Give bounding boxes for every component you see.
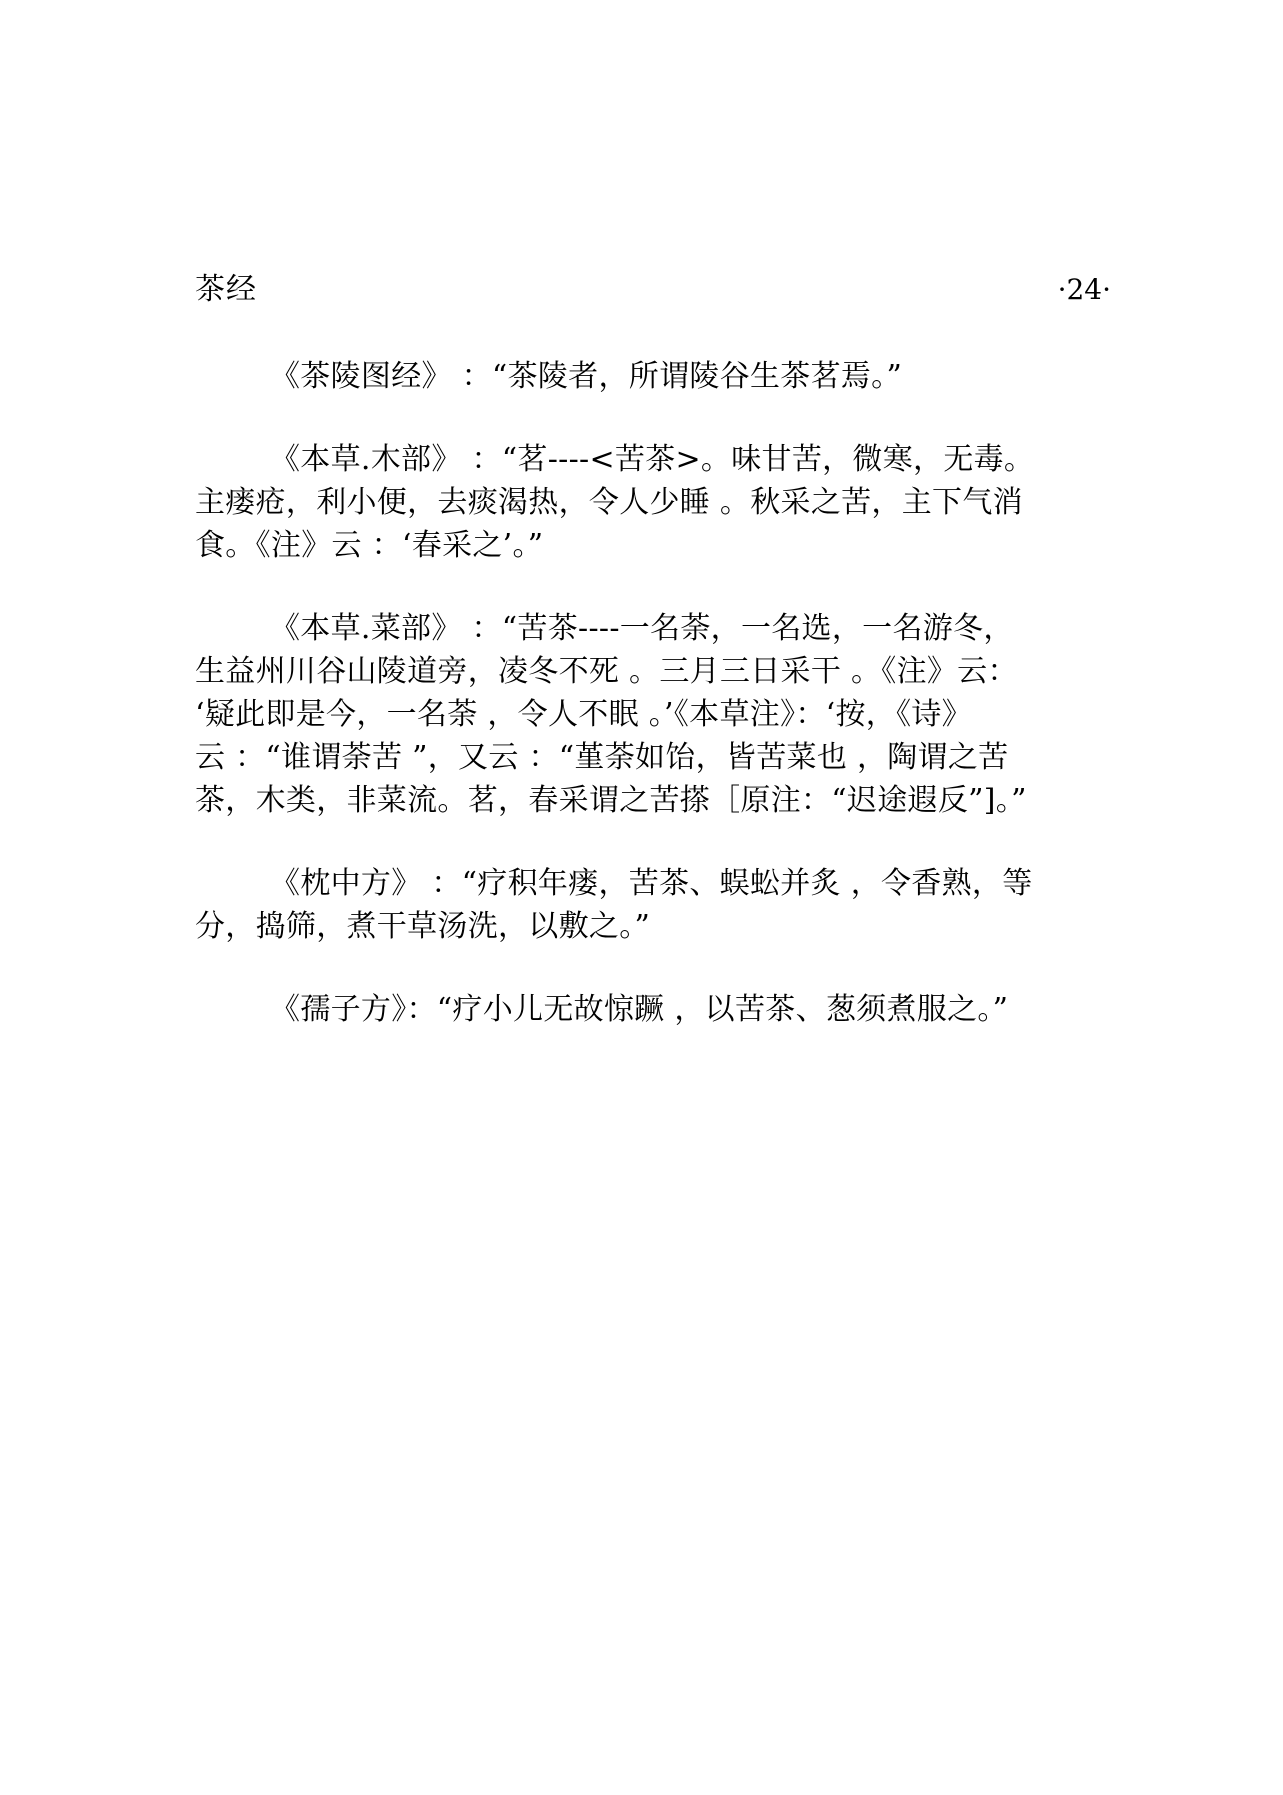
- text-line: 《本草.木部》 ：“茗----<苦茶>。味甘苦，微寒，无毒。: [270, 442, 1035, 477]
- text-line: 食。《注》云 ：‘春采之’。”: [195, 528, 544, 563]
- paragraph-bencao-mubu: [195, 438, 1111, 567]
- text-line: 《枕中方》 ：“疗积年瘘，苦茶、蜈蚣并炙 ，令香熟，等: [270, 866, 1033, 901]
- paragraph-bencao-caibu: [195, 607, 1111, 822]
- text-line: ‘疑此即是今，一名荼 ，令人不眠 。’《本草注》：‘按，《诗》: [195, 697, 972, 732]
- paragraph-chaling-tujing: [195, 355, 1111, 398]
- text-line: 分，捣筛，煮干草汤洗，以敷之。”: [195, 909, 651, 944]
- text-line: 生益州川谷山陵道旁，凌冬不死 。三月三日采干 。《注》云：: [195, 654, 1018, 689]
- text-line: 《本草.菜部》 ：“苦茶----一名荼，一名选，一名游冬，: [270, 611, 1014, 646]
- text-line: 主瘘疮，利小便，去痰渴热，令人少睡 。秋采之苦，主下气消: [195, 485, 1023, 520]
- text-line: 云 ：“谁谓荼苦 ”，又云 ：“堇荼如饴，皆苦菜也 ，陶谓之苦: [195, 740, 1009, 775]
- text-line: 《茶陵图经》 ：“茶陵者，所谓陵谷生茶茗焉。”: [270, 359, 903, 394]
- text-line: 茶，木类，非菜流。茗，春采谓之苦搽［原注：“迟途遐反”]。”: [195, 783, 1027, 818]
- running-title: 茶经: [195, 272, 257, 307]
- page-number: ·24·: [1057, 273, 1111, 306]
- paragraph-ruzifang: [195, 988, 1111, 1031]
- text-line: 《孺子方》：“疗小儿无故惊蹶 ，以苦茶、葱须煮服之。”: [270, 992, 1009, 1027]
- body-text: [195, 355, 1111, 1071]
- paragraph-zhenzhongfang: [195, 862, 1111, 948]
- page-header: [195, 268, 1111, 312]
